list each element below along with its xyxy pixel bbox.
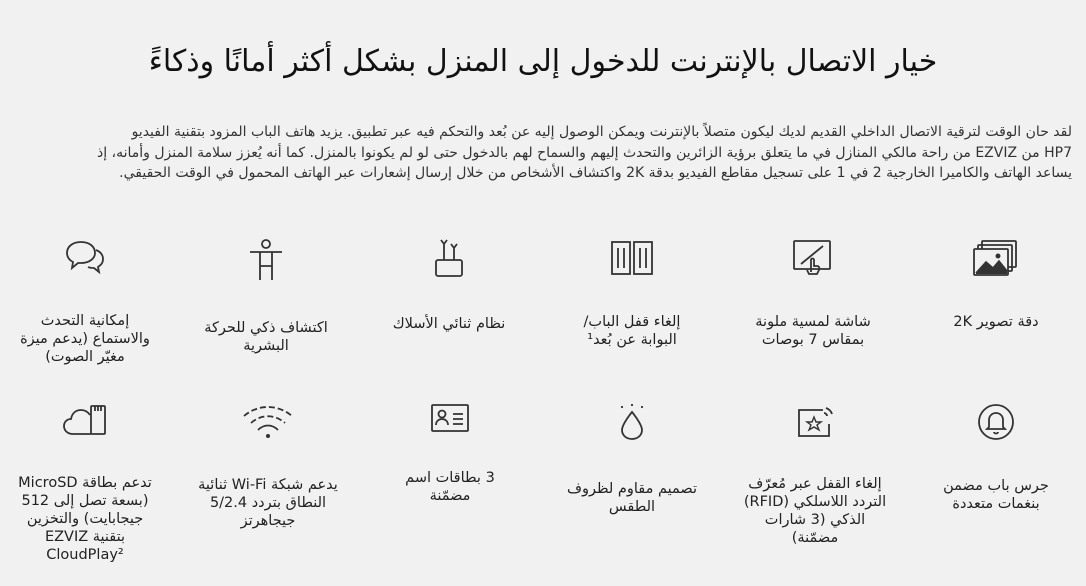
rfid-icon — [740, 402, 890, 442]
intro-line: يساعد الهاتف والكاميرا الخارجية 2 في 1 على تسجيل مقاطع الفيديو بدقة 2K واكتشاف الأشخاص من خلال إرسال إشعارات عبر الهاتف المحمول في الوقت الحقيقي. — [119, 165, 1072, 181]
feature-label: جرس باب مضمن بنغمات متعددة — [943, 478, 1049, 512]
feature-dual-band-wifi — [198, 402, 338, 530]
chat-icon — [14, 238, 156, 278]
feature-label: دقة تصوير 2K — [953, 314, 1039, 330]
feature-two-way-talk — [14, 238, 156, 366]
feature-name-cards — [392, 402, 508, 505]
feature-label: شاشة لمسية ملونة بمقاس 7 بوصات — [755, 314, 871, 348]
feature-label: تدعم بطاقة MicroSD (بسعة تصل إلى 512 جيجابايت) والتخزين بتقنية EZVIZ CloudPlay² — [18, 475, 152, 563]
feature-label: 3 بطاقات اسم مضمّنة — [405, 470, 495, 504]
feature-rfid-unlock — [740, 402, 890, 547]
feature-touchscreen — [742, 238, 884, 349]
id-card-icon — [392, 402, 508, 434]
feature-weatherproof — [558, 402, 706, 516]
feature-label: تصميم مقاوم لظروف الطقس — [566, 481, 698, 515]
feature-label: إمكانية التحدث والاستماع (يدعم ميزة مغيّر الصوت) — [20, 313, 150, 365]
two-wire-icon — [384, 238, 514, 280]
feature-label: إلغاء القفل عبر مُعرّف التردد اللاسلكي (RFID) الذكي (3 شارات مضمّنة) — [743, 476, 887, 546]
page-title: خيار الاتصال بالإنترنت للدخول إلى المنزل بشكل أكثر أمانًا وذكاءً — [148, 44, 938, 79]
intro-paragraph — [14, 122, 1072, 184]
images-icon — [936, 238, 1056, 278]
feature-two-wire — [384, 238, 514, 333]
bell-icon — [930, 402, 1062, 442]
touchscreen-icon — [742, 238, 884, 278]
feature-door-unlock — [570, 238, 694, 349]
feature-human-detection — [196, 238, 336, 355]
human-icon — [196, 238, 336, 282]
intro-line: HP7 من EZVIZ من راحة مالكي المنازل في ما يتعلق برؤية الزائرين والتحدث إليهم والسماح لهم بالدخول حتى لو لم يكونوا بالمنزل. كما أنه يُعزز سلامة المنزل وأمانه، إذ — [96, 144, 1072, 161]
feature-doorbell — [930, 402, 1062, 513]
feature-label: اكتشاف ذكي للحركة البشرية — [204, 320, 328, 354]
door-unlock-icon — [570, 238, 694, 278]
feature-label: يدعم شبكة Wi-Fi ثنائية النطاق بتردد 5/2.4 جيجاهرتز — [198, 477, 338, 529]
feature-label: إلغاء قفل الباب/البوابة عن بُعد¹ — [583, 314, 681, 348]
feature-label: نظام ثنائي الأسلاك — [392, 316, 506, 332]
wifi-icon — [198, 402, 338, 442]
cloud-storage-icon — [10, 402, 160, 438]
feature-2k-resolution — [936, 238, 1056, 331]
water-drop-icon — [558, 402, 706, 442]
intro-line: لقد حان الوقت لترقية الاتصال الداخلي القديم لديك ليكون متصلاً بالإنترنت ويمكن الوصول إليه عن بُعد والتحكم فيه عبر تطبيق. يزيد هاتف الباب المزود بتقنية الفيديو — [131, 124, 1072, 140]
feature-storage — [10, 402, 160, 564]
